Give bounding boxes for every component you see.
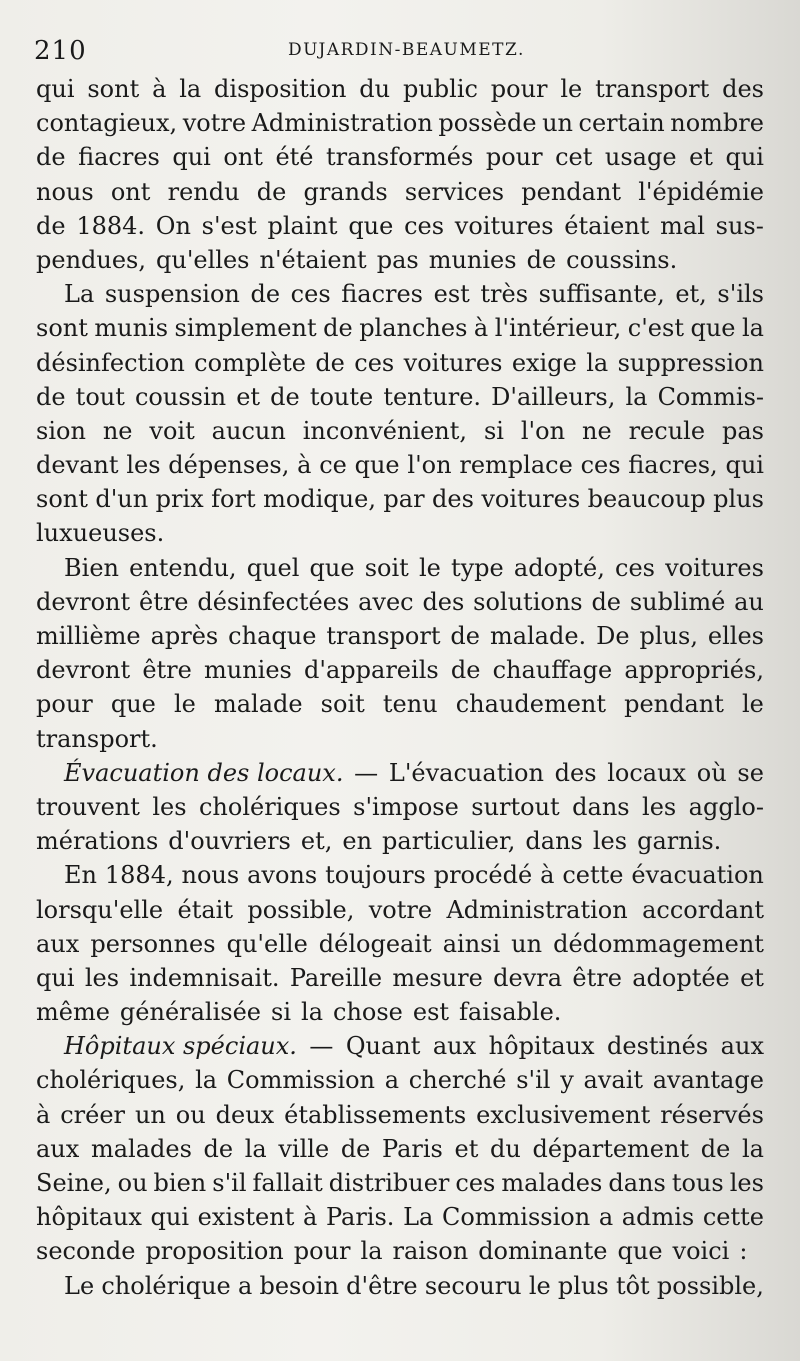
text-line: sion ne voit aucun inconvénient, si l'on ne recule pas [36, 416, 764, 445]
paragraph [36, 277, 764, 551]
text-line: Le cholérique a besoin d'être secouru le plus tôt possible, [64, 1271, 764, 1300]
text-line: mérations d'ouvriers et, en particulier, dans les garnis. [36, 827, 722, 856]
text-line: Bien entendu, quel que soit le type adopté, ces voitures [64, 553, 764, 582]
text-line: à créer un ou deux établissements exclusivement réservés [36, 1100, 764, 1129]
text-line: de 1884. On s'est plaint que ces voitures étaient mal sus- [36, 211, 764, 240]
text-line: En 1884, nous avons toujours procédé à cette évacuation [64, 861, 764, 890]
text-line: de tout coussin et de toute tenture. D'ailleurs, la Commis- [36, 382, 764, 411]
text-line: désinfection complète de ces voitures exige la suppression [36, 348, 764, 377]
text-line: devant les dépenses, à ce que l'on remplace ces fiacres, qui [36, 451, 764, 480]
text-line: devront être désinfectées avec des solutions de sublimé au [36, 587, 764, 616]
text-line: qui les indemnisait. Pareille mesure devra être adoptée et [36, 963, 764, 992]
text-line: devront être munies d'appareils de chauffage appropriés, [36, 656, 764, 685]
text-line: nous ont rendu de grands services pendant l'épidémie [36, 177, 764, 206]
paragraph [36, 551, 764, 756]
text-line: même généralisée si la chose est faisable. [36, 998, 562, 1027]
text-line: qui sont à la disposition du public pour le transport des [36, 75, 764, 103]
text-line: de fiacres qui ont été transformés pour cet usage et qui [36, 143, 764, 172]
text-line: millième après chaque transport de malade. De plus, elles [36, 622, 764, 650]
text-line: seconde proposition pour la raison dominante que voici : [36, 1237, 748, 1266]
paragraph [36, 756, 764, 859]
text-line: luxueuses. [36, 519, 165, 548]
text-line: sont munis simplement de planches à l'intérieur, c'est que la [36, 314, 764, 343]
text-line: La suspension de ces fiacres est très suffisante, et, s'ils [64, 280, 764, 309]
paragraph [36, 72, 764, 277]
text-line: pour que le malade soit tenu chaudement pendant le [36, 690, 764, 719]
text-line: contagieux, votre Administration possède un certain nombre [36, 109, 764, 138]
paragraph [36, 1029, 764, 1268]
page-header [34, 36, 594, 66]
text-line: Seine, ou bien s'il fallait distribuer ces malades dans tous les [36, 1169, 764, 1197]
text-line: aux malades de la ville de Paris et du département de la [36, 1134, 764, 1163]
text-line: hôpitaux qui existent à Paris. La Commission a admis cette [36, 1203, 764, 1232]
running-head: DUJARDIN-BEAUMETZ. [288, 40, 525, 60]
text-line: Hôpitaux spéciaux. — Quant aux hôpitaux destinés aux [64, 1032, 764, 1061]
text-line: trouvent les cholériques s'impose surtout dans les agglo- [36, 792, 764, 821]
text-line: lorsqu'elle était possible, votre Administration accordant [36, 895, 764, 924]
text-line: aux personnes qu'elle délogeait ainsi un dédommagement [36, 929, 764, 958]
paragraph [36, 858, 764, 1029]
text-line: sont d'un prix fort modique, par des voitures beaucoup plus [36, 485, 764, 514]
text-line: cholériques, la Commission a cherché s'il y avait avantage [36, 1066, 764, 1095]
page-number: 210 [34, 36, 87, 66]
text-line: transport. [36, 724, 158, 753]
body-text [36, 72, 764, 1303]
text-line: pendues, qu'elles n'étaient pas munies de coussins. [36, 245, 678, 274]
text-line: Évacuation des locaux. — L'évacuation des locaux où se [64, 758, 764, 787]
paragraph [36, 1269, 764, 1303]
